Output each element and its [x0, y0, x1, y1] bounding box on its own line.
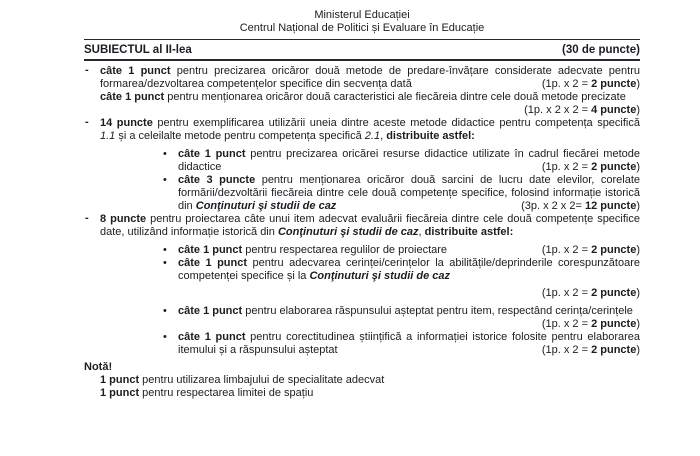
criterion-lead: câte 1 punct — [178, 244, 243, 256]
points-formula: (1p. x 2 = — [541, 78, 592, 90]
points-value: 2 puncte — [591, 344, 637, 356]
criterion-lead: câte 1 punct — [178, 331, 246, 343]
criterion-lead: 1 punct — [100, 387, 140, 399]
sub-criterion — [158, 331, 640, 357]
criterion-lead: 1 punct — [100, 374, 140, 386]
points-value: 12 puncte — [584, 200, 637, 212]
criterion-text: pentru proiectarea câte unui item adecvat evaluării fiecăreia dintre cele două competențe specifice date, utilizând informație istorică din — [100, 213, 640, 238]
curriculum-reference: Conţinuturi şi studii de caz — [195, 200, 337, 212]
criterion-paragraph — [100, 91, 640, 117]
criterion-text: pentru elaborarea răspunsului așteptat pentru item, respectând cerința/cerințele — [242, 305, 633, 317]
criterion-lead: 8 puncte — [100, 213, 147, 225]
criterion-lead: câte 1 punct — [100, 91, 165, 103]
criterion-lead-end: distribuite astfel: — [424, 226, 514, 238]
bullet-marker: • — [163, 148, 167, 160]
points-notation — [511, 200, 640, 213]
points-value: 4 puncte — [591, 104, 637, 116]
criterion-paragraph — [100, 213, 640, 239]
competence-ref: 1.1 — [100, 130, 116, 142]
note-item — [84, 387, 640, 400]
points-formula: (1p. x 2 = — [541, 287, 592, 299]
criterion-text: pentru precizarea oricărei resurse didactice utilizate în cadrul fiecărei metode didactice — [178, 148, 640, 173]
criterion-paragraph — [100, 117, 640, 143]
criterion-text: , — [418, 226, 425, 238]
subject-heading-row — [84, 40, 640, 61]
points-formula: (3p. x 2 x 2= — [521, 200, 585, 212]
points-value: 2 puncte — [591, 78, 637, 90]
dash-marker: - — [85, 212, 89, 224]
criterion-text: pentru precizarea oricăror două metode de predare-învățare considerate adecvate pentru formarea/dezvoltarea competențelor specifice din secvența dată — [100, 65, 640, 90]
ministry-name: Ministerul Educației — [314, 9, 410, 21]
points-value: 2 puncte — [591, 244, 637, 256]
bullet-marker: • — [163, 257, 167, 269]
points-formula: (1p. x 2 = — [541, 161, 592, 173]
sub-criterion — [158, 174, 640, 213]
points-formula: (1p. x 2 = — [541, 318, 592, 330]
points-value: 2 puncte — [591, 161, 637, 173]
rubric-item-1 — [84, 65, 640, 117]
criterion-text: pentru respectarea limitei de spațiu — [139, 387, 314, 399]
dash-marker: - — [85, 116, 89, 128]
criterion-text: pentru menționarea oricăror două caracteristici ale fiecăreia dintre cele două metode precizate — [164, 91, 626, 103]
points-notation — [532, 318, 640, 331]
center-name: Centrul Național de Politici și Evaluare în Educație — [239, 22, 485, 34]
bullet-marker: • — [163, 174, 167, 186]
criterion-text: și a celeilalte metode pentru competența specifică — [115, 130, 365, 142]
rubric-item-2 — [84, 117, 640, 213]
criterion-text: , — [380, 130, 387, 142]
points-close: ) — [636, 287, 640, 299]
competence-ref: 2.1 — [364, 130, 381, 142]
criterion-text: pentru utilizarea limbajului de specialitate adecvat — [139, 374, 385, 386]
bullet-marker: • — [163, 244, 167, 256]
sub-criterion — [158, 148, 640, 174]
points-notation — [532, 244, 640, 257]
criterion-lead: câte 1 punct — [178, 148, 246, 160]
criterion-lead: câte 3 puncte — [178, 174, 256, 186]
points-notation — [514, 104, 640, 117]
points-close: ) — [636, 344, 640, 356]
points-formula: (1p. x 2 x 2 = — [524, 104, 592, 116]
criterion-text: pentru exemplificarea utilizării uneia dintre aceste metode didactice pentru competența specifică — [152, 117, 640, 129]
sub-criterion — [158, 257, 640, 305]
rubric-item-3 — [84, 213, 640, 357]
points-close: ) — [636, 318, 640, 330]
points-notation — [178, 287, 640, 300]
note-section — [84, 361, 640, 400]
points-close: ) — [636, 161, 640, 173]
points-notation — [532, 161, 640, 174]
points-close: ) — [636, 200, 640, 212]
rubric-body — [84, 61, 640, 400]
subject-total-points: (30 de puncte) — [562, 44, 640, 56]
points-close: ) — [636, 244, 640, 256]
criterion-text: pentru corectitudinea științifică a informației istorice folosite pentru elaborarea itemului și a răspunsului așteptat — [178, 331, 640, 356]
points-notation — [532, 344, 640, 357]
criterion-text: pentru adecvarea cerinței/cerințelor la abilitățile/deprinderile corespunzătoare competenței specifice și la — [178, 257, 640, 282]
curriculum-reference: Conţinuturi şi studii de caz — [309, 270, 451, 282]
note-title: Notă! — [84, 361, 113, 373]
bullet-marker: • — [163, 331, 167, 343]
points-close: ) — [636, 104, 640, 116]
criterion-lead: câte 1 punct — [178, 305, 243, 317]
dash-marker: - — [85, 64, 89, 76]
curriculum-reference: Conţinuturi şi studii de caz — [277, 226, 419, 238]
sub-criteria-list — [100, 244, 640, 357]
points-notation — [532, 78, 640, 91]
sub-criterion — [158, 305, 640, 331]
criterion-lead: câte 1 punct — [100, 65, 171, 77]
bullet-marker: • — [163, 305, 167, 317]
subject-title: SUBIECTUL al II-lea — [84, 44, 192, 56]
points-close: ) — [636, 78, 640, 90]
criterion-paragraph — [100, 65, 640, 91]
criterion-lead-end: distribuite astfel: — [386, 130, 475, 142]
criterion-lead: 14 puncte — [100, 117, 153, 129]
sub-criterion — [158, 244, 640, 257]
criterion-text: pentru menționarea oricăror două sarcini de lucru date elevilor, corelate formării/dezvoltării fiecăreia dintre cele două competențe specifice, folosind informație istorică din — [178, 174, 640, 212]
points-value: 2 puncte — [591, 318, 637, 330]
note-item — [84, 374, 640, 387]
criterion-lead: câte 1 punct — [178, 257, 248, 269]
points-formula: (1p. x 2 = — [541, 244, 592, 256]
points-formula: (1p. x 2 = — [541, 344, 592, 356]
sub-criteria-list — [100, 148, 640, 213]
points-value: 2 puncte — [591, 287, 637, 299]
criterion-text: pentru respectarea regulilor de proiectare — [242, 244, 448, 256]
document-header — [84, 6, 640, 40]
